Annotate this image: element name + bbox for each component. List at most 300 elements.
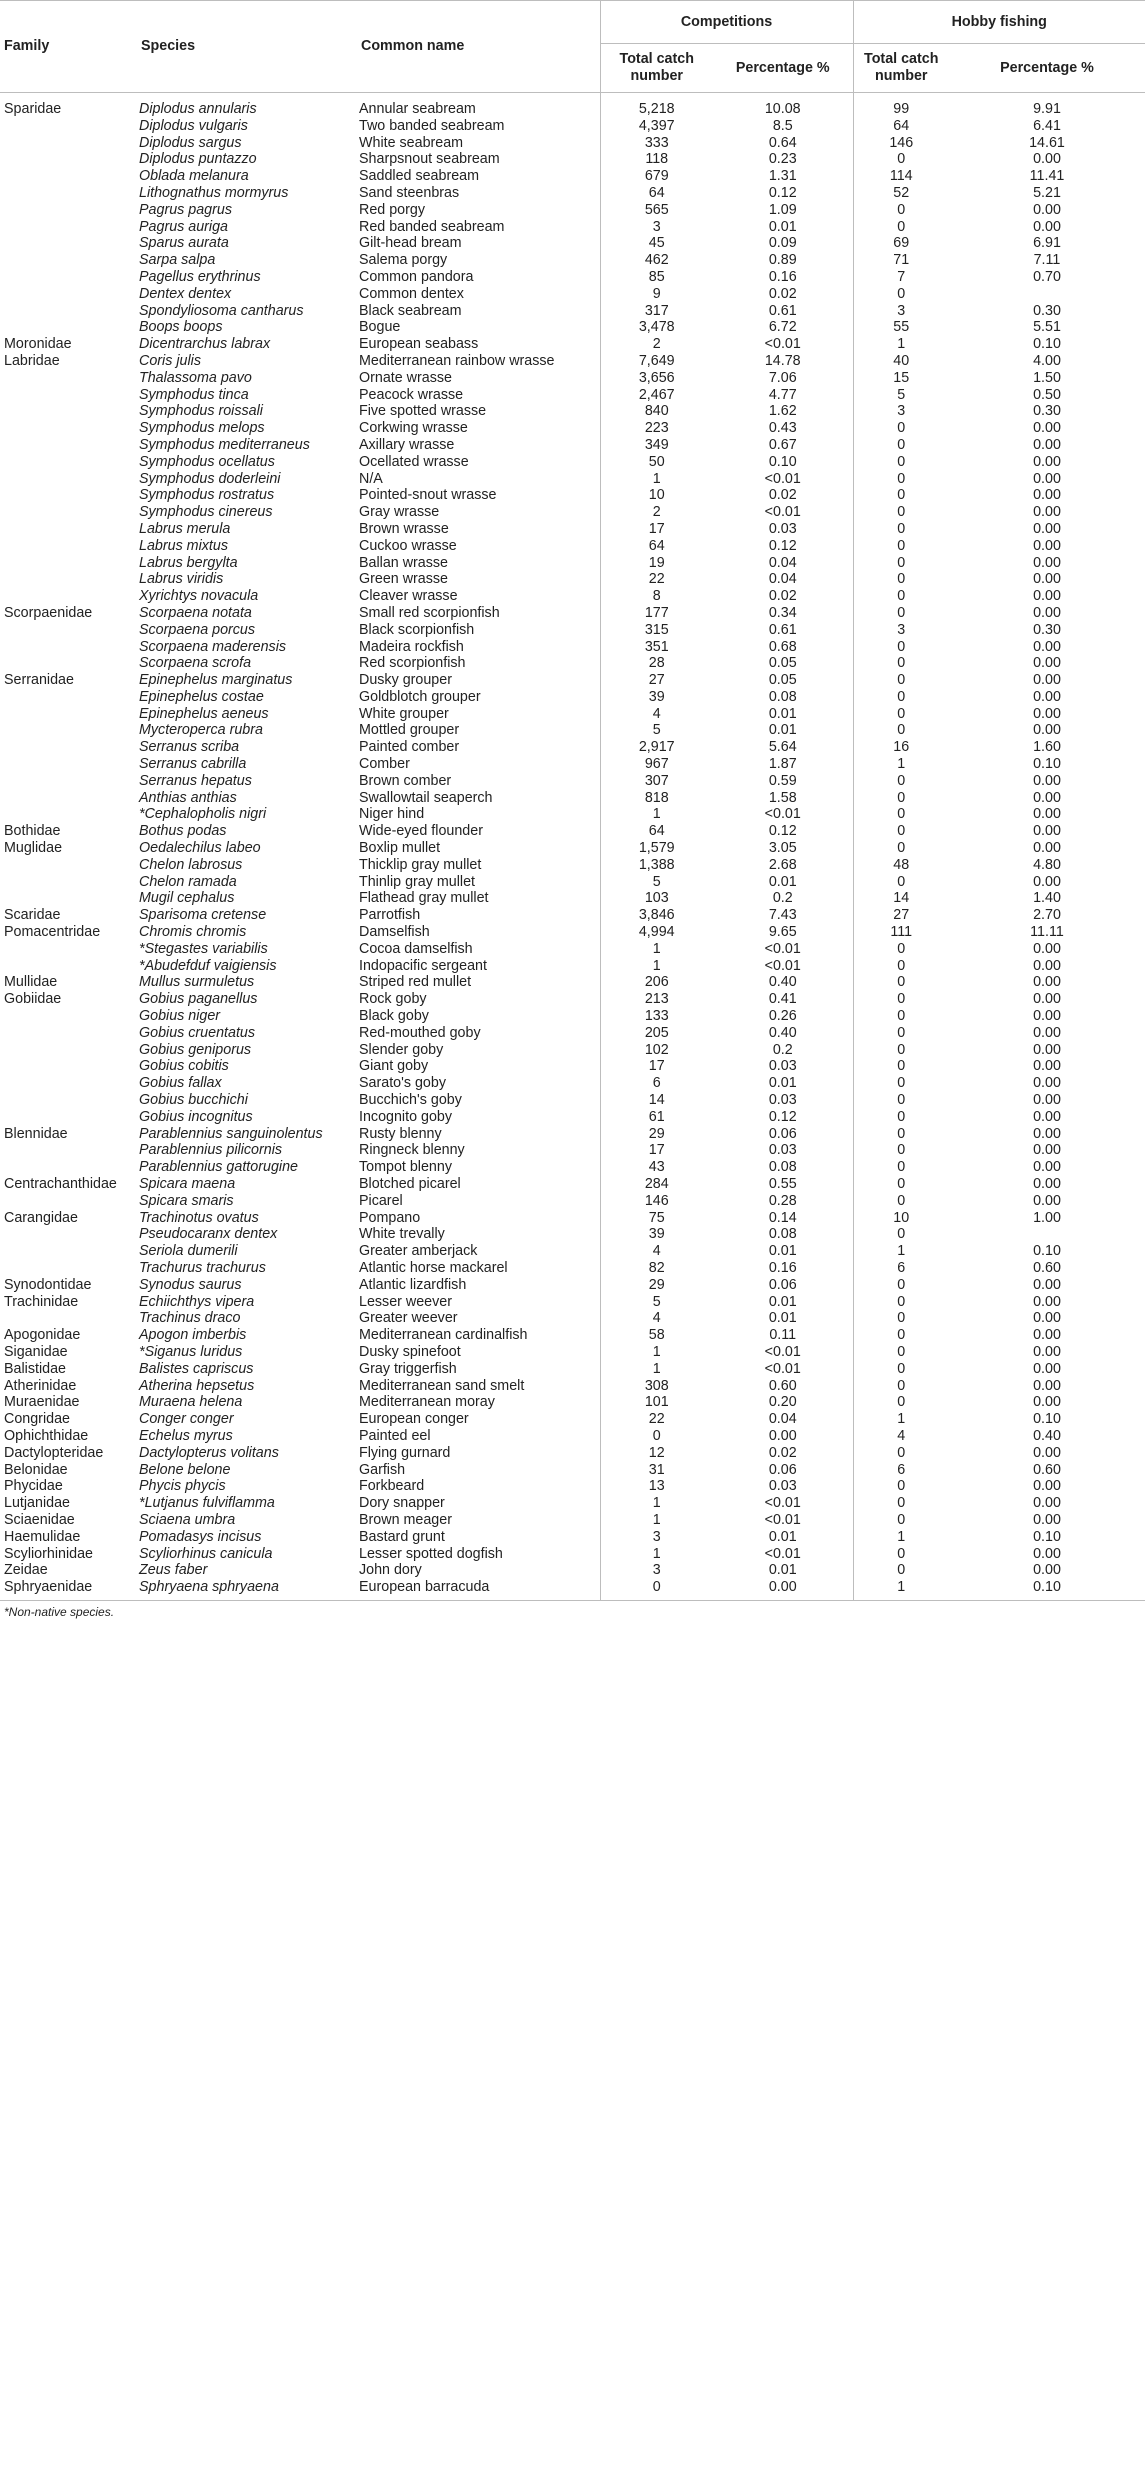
table-row [0, 504, 1145, 521]
hobby-total-catch-cell: 0 [853, 1445, 949, 1462]
common-name-cell: Bastard grunt [359, 1528, 445, 1545]
hobby-total-catch-cell: 0 [853, 1042, 949, 1059]
comp-percentage-cell: 0.02 [768, 1444, 797, 1461]
species-cell: Thalassoma pavo [139, 369, 252, 386]
comp-total-catch-cell: 29 [600, 1126, 713, 1143]
hobby-percentage-cell: 0.00 [1033, 772, 1061, 789]
comp-percentage-cell: 0.03 [768, 1478, 797, 1495]
table-row [0, 151, 1145, 168]
hobby-total-catch-cell: 0 [853, 1226, 949, 1243]
comp-percentage-cell: 0.02 [768, 285, 797, 302]
comp-percentage-cell: 0.68 [768, 638, 797, 655]
table-row [0, 219, 1145, 236]
common-name-cell: Red-mouthed goby [359, 1024, 481, 1041]
comp-total-catch-cell: 206 [600, 974, 713, 991]
family-cell [0, 1025, 137, 1042]
comp-percentage-cell: 0.67 [768, 436, 797, 453]
comp-percentage-cell: 1.87 [768, 756, 797, 773]
hobby-total-catch-cell: 114 [853, 168, 949, 185]
family-cell [0, 303, 137, 320]
hobby-percentage-cell: 0.00 [1033, 940, 1061, 957]
family-cell: Zeidae [4, 1562, 48, 1579]
hobby-percentage-cell: 0.00 [1033, 974, 1061, 991]
table-row [0, 571, 1145, 588]
comp-percentage-cell: <0.01 [764, 1360, 801, 1377]
table-row [0, 941, 1145, 958]
hobby-percentage-cell: 0.00 [1033, 436, 1061, 453]
comp-percentage-cell: 0.04 [768, 554, 797, 571]
comp-total-catch-cell: 308 [600, 1378, 713, 1395]
hobby-percentage-cell: 0.00 [1033, 453, 1061, 470]
comp-percentage-cell: 0.14 [768, 1209, 797, 1226]
species-cell: *Lutjanus fulviflamma [139, 1495, 275, 1512]
species-cell: Pagrus auriga [139, 218, 229, 235]
comp-total-catch-cell: 315 [600, 622, 713, 639]
comp-percentage-cell: 0.01 [768, 873, 797, 890]
comp-total-catch-cell: 679 [600, 168, 713, 185]
hobby-total-catch-cell: 48 [853, 857, 949, 874]
hobby-total-catch-cell: 0 [853, 806, 949, 823]
hobby-total-catch-cell: 0 [853, 958, 949, 975]
comp-total-catch-cell: 5,218 [600, 93, 713, 118]
comp-total-catch-cell: 1 [600, 1361, 713, 1378]
species-cell: Pagrus pagrus [139, 201, 232, 218]
comp-total-catch-cell: 307 [600, 773, 713, 790]
hobby-percentage-cell: 0.00 [1033, 420, 1061, 437]
hobby-total-catch-cell: 10 [853, 1210, 949, 1227]
family-cell: Haemulidae [4, 1528, 81, 1545]
comp-percentage-cell: 0.12 [768, 1108, 797, 1125]
table-row [0, 840, 1145, 857]
hobby-total-catch-cell: 0 [853, 1546, 949, 1563]
hobby-percentage-cell: 0.00 [1033, 1360, 1061, 1377]
table-row [0, 890, 1145, 907]
common-name-cell: Red banded seabream [359, 218, 505, 235]
table-row [0, 1126, 1145, 1143]
species-cell: Sarpa salpa [139, 252, 216, 269]
hobby-percentage-cell: 0.00 [1033, 957, 1061, 974]
common-name-cell: Blotched picarel [359, 1176, 461, 1192]
common-name-cell: Dusky grouper [359, 672, 452, 689]
species-cell: Oedalechilus labeo [139, 840, 261, 857]
table-row [0, 336, 1145, 353]
hobby-total-catch-cell: 52 [853, 185, 949, 202]
hobby-percentage-cell [949, 286, 1145, 303]
family-cell [0, 1092, 137, 1109]
hobby-total-catch-cell: 0 [853, 1310, 949, 1327]
common-name-cell: Goldblotch grouper [359, 688, 481, 705]
common-name-cell: Greater amberjack [359, 1243, 478, 1260]
comp-percentage-cell: 3.05 [768, 840, 797, 857]
common-name-cell: Sharpsnout seabream [359, 151, 500, 168]
common-name-cell: Red porgy [359, 201, 425, 218]
comp-percentage-cell: <0.01 [764, 1511, 801, 1528]
family-cell [0, 235, 137, 252]
hobby-total-catch-cell: 0 [853, 1294, 949, 1311]
table-header [0, 1, 1145, 93]
common-name-cell: Boxlip mullet [359, 840, 441, 857]
comp-total-catch-cell: 333 [600, 135, 713, 152]
family-cell [0, 874, 137, 891]
species-cell: *Siganus luridus [139, 1343, 243, 1360]
table-row [0, 655, 1145, 672]
table-row [0, 689, 1145, 706]
hobby-total-catch-cell: 0 [853, 1142, 949, 1159]
family-cell [0, 135, 137, 152]
species-cell: Muraena helena [139, 1394, 243, 1411]
table-row [0, 1529, 1145, 1546]
common-name-cell: Comber [359, 756, 410, 773]
hobby-percentage-cell: 0.00 [1033, 1176, 1061, 1192]
common-name-cell: Niger hind [359, 806, 425, 823]
family-cell [0, 538, 137, 555]
common-name-cell: Mediterranean rainbow wrasse [359, 352, 555, 369]
family-cell [0, 1310, 137, 1327]
table-row [0, 991, 1145, 1008]
comp-total-catch-cell: 17 [600, 521, 713, 538]
comp-percentage-cell: 0.01 [768, 1310, 797, 1327]
hobby-total-catch-cell: 3 [853, 303, 949, 320]
table-row [0, 1310, 1145, 1327]
family-cell [0, 806, 137, 823]
species-cell: Parablennius gattorugine [139, 1159, 298, 1176]
common-name-cell: Atlantic lizardfish [359, 1276, 467, 1293]
table-row [0, 1075, 1145, 1092]
hobby-total-catch-cell: 0 [853, 790, 949, 807]
species-cell: Symphodus melops [139, 420, 265, 437]
species-cell: Diplodus sargus [139, 134, 242, 151]
comp-percentage-cell: 0.06 [768, 1461, 797, 1478]
hobby-total-catch-cell: 0 [853, 1361, 949, 1378]
family-cell [0, 1042, 137, 1059]
hobby-percentage-cell: 2.70 [1033, 907, 1061, 924]
species-cell: Symphodus cinereus [139, 504, 273, 521]
hobby-percentage-cell: 0.70 [1033, 268, 1061, 285]
comp-total-catch-cell: 4 [600, 1310, 713, 1327]
table-row [0, 1159, 1145, 1176]
family-cell: Gobiidae [4, 991, 62, 1008]
family-cell [0, 857, 137, 874]
hobby-total-catch-cell: 0 [853, 639, 949, 656]
table-row [0, 1176, 1145, 1193]
table-row [0, 471, 1145, 488]
hobby-total-catch-cell: 0 [853, 991, 949, 1008]
hobby-percentage-cell: 4.80 [1033, 856, 1061, 873]
hobby-percentage-cell: 0.00 [1033, 688, 1061, 705]
family-cell [0, 958, 137, 975]
family-cell [0, 471, 137, 488]
hobby-percentage-cell: 0.00 [1033, 1024, 1061, 1041]
comp-total-catch-cell: 284 [600, 1176, 713, 1193]
comp-total-catch-cell: 64 [600, 823, 713, 840]
species-cell: Labrus merula [139, 520, 231, 537]
hobby-percentage-cell: 0.00 [1033, 789, 1061, 806]
hobby-percentage-cell: 11.11 [1030, 924, 1064, 941]
family-cell: Balistidae [4, 1360, 66, 1377]
comp-total-catch-cell: 1 [600, 1344, 713, 1361]
table-row [0, 185, 1145, 202]
family-cell [0, 1226, 137, 1243]
family-cell [0, 168, 137, 185]
hobby-percentage-cell: 0.00 [1033, 823, 1061, 840]
hobby-total-catch-cell: 0 [853, 840, 949, 857]
common-name-cell: Dory snapper [359, 1495, 445, 1512]
family-cell: Pomacentridae [4, 924, 101, 941]
table-row [0, 874, 1145, 891]
common-name-cell: Black seabream [359, 302, 462, 319]
comp-total-catch-cell: 2 [600, 504, 713, 521]
table-row [0, 353, 1145, 370]
comp-percentage-cell: 0.02 [768, 588, 797, 605]
family-cell [0, 1260, 137, 1277]
comp-total-catch-cell: 50 [600, 454, 713, 471]
table-row [0, 1294, 1145, 1311]
common-name-cell: Painted eel [359, 1427, 431, 1444]
header-hobby-fishing: Hobby fishing [853, 1, 1145, 44]
species-cell: Dicentrarchus labrax [139, 336, 271, 353]
family-cell: Sphryaenidae [0, 1579, 137, 1600]
common-name-cell: Sarato's goby [359, 1075, 446, 1092]
hobby-total-catch-cell: 7 [853, 269, 949, 286]
hobby-total-catch-cell: 0 [853, 504, 949, 521]
hobby-percentage-cell: 0.00 [1033, 1394, 1061, 1411]
common-name-cell: Cleaver wrasse [359, 588, 458, 605]
table-row [0, 1495, 1145, 1512]
species-cell: Sparisoma cretense [139, 907, 267, 924]
header-comp-total-catch-line1: Total catch [619, 51, 694, 67]
header-competitions: Competitions [600, 1, 853, 44]
table-row [0, 1058, 1145, 1075]
comp-percentage-cell: 0.43 [768, 420, 797, 437]
table-row [0, 1361, 1145, 1378]
family-cell [0, 1142, 137, 1159]
comp-total-catch-cell: 2,467 [600, 387, 713, 404]
hobby-total-catch-cell: 0 [853, 672, 949, 689]
common-name-cell: Flathead gray mullet [359, 890, 489, 907]
comp-percentage-cell: 0.34 [768, 604, 797, 621]
species-cell: Scorpaena maderensis [139, 638, 287, 655]
hobby-total-catch-cell: 0 [853, 823, 949, 840]
hobby-percentage-cell: 11.41 [1029, 168, 1065, 185]
comp-total-catch-cell: 317 [600, 303, 713, 320]
comp-percentage-cell: 0.16 [768, 268, 797, 285]
common-name-cell: Lesser weever [359, 1293, 452, 1310]
hobby-total-catch-cell: 0 [853, 1277, 949, 1294]
comp-percentage-cell: 0.12 [768, 537, 797, 554]
common-name-cell: Common dentex [359, 285, 464, 302]
comp-total-catch-cell: 6 [600, 1075, 713, 1092]
family-cell: Blennidae [4, 1125, 68, 1142]
table-row [0, 420, 1145, 437]
comp-total-catch-cell: 39 [600, 689, 713, 706]
hobby-percentage-cell: 0.00 [1033, 991, 1061, 1008]
family-cell: Siganidae [4, 1343, 68, 1360]
hobby-total-catch-cell: 0 [853, 1327, 949, 1344]
species-cell: Coris julis [139, 352, 201, 369]
hobby-percentage-cell: 0.00 [1033, 604, 1061, 621]
family-cell: Synodontidae [4, 1276, 92, 1293]
comp-total-catch-cell: 205 [600, 1025, 713, 1042]
common-name-cell: Flying gurnard [359, 1444, 451, 1461]
table-row [0, 1008, 1145, 1025]
comp-total-catch-cell: 22 [600, 1411, 713, 1428]
footnote: *Non-native species. [4, 1604, 115, 1619]
table-row [0, 1512, 1145, 1529]
common-name-cell: White grouper [359, 705, 449, 722]
comp-percentage-cell: 0.01 [768, 722, 797, 739]
comp-total-catch-cell: 565 [600, 202, 713, 219]
comp-total-catch-cell: 85 [600, 269, 713, 286]
comp-total-catch-cell: 3,656 [600, 370, 713, 387]
comp-percentage-cell: 7.43 [768, 907, 797, 924]
hobby-percentage-cell: 4.00 [1033, 352, 1061, 369]
hobby-total-catch-cell: 0 [853, 1126, 949, 1143]
hobby-percentage-cell: 0.10 [1033, 1528, 1061, 1545]
hobby-percentage-cell: 0.00 [1033, 1108, 1061, 1125]
common-name-cell: Two banded seabream [359, 117, 505, 134]
comp-percentage-cell: <0.01 [764, 1343, 801, 1360]
table-row [0, 1344, 1145, 1361]
family-cell: Bothidae [4, 823, 61, 840]
hobby-total-catch-cell: 0 [853, 538, 949, 555]
comp-total-catch-cell: 223 [600, 420, 713, 437]
table-row [0, 1092, 1145, 1109]
species-cell: Spondyliosoma cantharus [139, 302, 304, 319]
species-cell: Mugil cephalus [139, 890, 235, 907]
table-row [0, 1042, 1145, 1059]
hobby-total-catch-cell: 14 [853, 890, 949, 907]
header-hobby-total-catch [853, 44, 949, 93]
comp-total-catch-cell: 31 [600, 1462, 713, 1479]
hobby-total-catch-cell: 0 [853, 1159, 949, 1176]
species-cell: Pomadasys incisus [139, 1528, 262, 1545]
comp-total-catch-cell: 10 [600, 487, 713, 504]
table-row [0, 319, 1145, 336]
common-name-cell: Ballan wrasse [359, 554, 448, 571]
common-name-cell: Madeira rockfish [359, 638, 464, 655]
comp-total-catch-cell: 43 [600, 1159, 713, 1176]
species-cell: Echiichthys vipera [139, 1293, 255, 1310]
hobby-percentage-cell: 0.00 [1033, 1075, 1061, 1092]
header-comp-total-catch [600, 44, 713, 93]
hobby-percentage-cell: 0.30 [1033, 302, 1061, 319]
species-cell: Gobius paganellus [139, 991, 258, 1008]
comp-total-catch-cell: 0 [600, 1428, 713, 1445]
hobby-percentage-cell: 0.10 [1033, 1243, 1061, 1260]
common-name-cell: Mediterranean cardinalfish [359, 1327, 528, 1344]
hobby-total-catch-cell: 1 [853, 1529, 949, 1546]
species-cell: Labrus bergylta [139, 554, 238, 571]
comp-percentage-cell: 0.03 [768, 1142, 797, 1159]
comp-total-catch-cell: 22 [600, 571, 713, 588]
comp-percentage-cell: <0.01 [764, 940, 801, 957]
species-cell: Trachinus draco [139, 1310, 241, 1327]
hobby-percentage-cell: 0.00 [1033, 1276, 1061, 1293]
comp-percentage-cell: 0.89 [768, 252, 797, 269]
common-name-cell: Corkwing wrasse [359, 420, 468, 437]
species-cell: Echelus myrus [139, 1427, 233, 1444]
table-row [0, 555, 1145, 572]
family-cell: Trachinidae [4, 1293, 79, 1310]
family-cell: Dactylopteridae [4, 1444, 104, 1461]
common-name-cell: Forkbeard [359, 1478, 425, 1495]
family-cell [0, 521, 137, 538]
table-row [0, 487, 1145, 504]
common-name-cell: Rock goby [359, 991, 427, 1008]
species-cell: Bothus podas [139, 823, 227, 840]
family-cell [0, 941, 137, 958]
hobby-total-catch-cell: 0 [853, 874, 949, 891]
table-row [0, 1260, 1145, 1277]
table-row [0, 235, 1145, 252]
common-name-cell: Pompano [359, 1209, 421, 1226]
table-row [0, 605, 1145, 622]
family-cell: Lutjanidae [4, 1495, 70, 1512]
hobby-total-catch-cell: 71 [853, 252, 949, 269]
hobby-total-catch-cell: 0 [853, 202, 949, 219]
family-cell: Scyliorhinidae [4, 1545, 94, 1562]
hobby-total-catch-cell: 0 [853, 420, 949, 437]
hobby-percentage-cell: 0.00 [1033, 705, 1061, 722]
header-comp-total-catch-line2: number [630, 68, 683, 84]
comp-percentage-cell: 9.65 [768, 924, 797, 941]
family-cell [0, 151, 137, 168]
family-cell: Mullidae [4, 974, 58, 991]
family-cell [0, 1243, 137, 1260]
common-name-cell: Ornate wrasse [359, 369, 452, 386]
family-cell [0, 1075, 137, 1092]
species-cell: Atherina hepsetus [139, 1377, 255, 1394]
table-row [0, 974, 1145, 991]
hobby-percentage-cell: 0.60 [1033, 1259, 1061, 1276]
hobby-total-catch-cell: 15 [853, 370, 949, 387]
table-row [0, 1462, 1145, 1479]
hobby-percentage-cell: 0.00 [1033, 1327, 1061, 1344]
table-row [0, 1445, 1145, 1462]
species-cell: Trachinotus ovatus [139, 1209, 259, 1226]
hobby-percentage-cell: 1.00 [1033, 1209, 1061, 1226]
family-cell: Muraenidae [4, 1394, 80, 1411]
hobby-percentage-cell: 0.00 [1033, 201, 1061, 218]
common-name-cell: Saddled seabream [359, 168, 480, 185]
table-row [0, 370, 1145, 387]
comp-percentage-cell: 0.59 [768, 772, 797, 789]
comp-total-catch-cell: 4,397 [600, 118, 713, 135]
species-cell: Diplodus vulgaris [139, 117, 248, 134]
comp-percentage-cell: 0.26 [768, 1008, 797, 1025]
common-name-cell: Damselfish [359, 924, 430, 941]
table-row [0, 622, 1145, 639]
comp-total-catch-cell: 351 [600, 639, 713, 656]
comp-total-catch-cell: 177 [600, 605, 713, 622]
header-species: Species [141, 38, 196, 54]
family-cell [0, 588, 137, 605]
table-row [0, 756, 1145, 773]
hobby-total-catch-cell: 0 [853, 1478, 949, 1495]
comp-percentage-cell: 0.02 [768, 487, 797, 504]
species-cell: Diplodus puntazzo [139, 151, 257, 168]
family-cell [0, 252, 137, 269]
family-cell: Centrachanthidae [4, 1176, 117, 1192]
common-name-cell: Cocoa damselfish [359, 940, 473, 957]
common-name-cell: Pointed-snout wrasse [359, 487, 497, 504]
comp-percentage-cell: <0.01 [764, 806, 801, 823]
common-name-cell: Sand steenbras [359, 184, 460, 201]
hobby-total-catch-cell: 69 [853, 235, 949, 252]
comp-total-catch-cell: 1 [600, 806, 713, 823]
common-name-cell: John dory [359, 1562, 422, 1579]
hobby-percentage-cell: 9.91 [1033, 101, 1061, 117]
